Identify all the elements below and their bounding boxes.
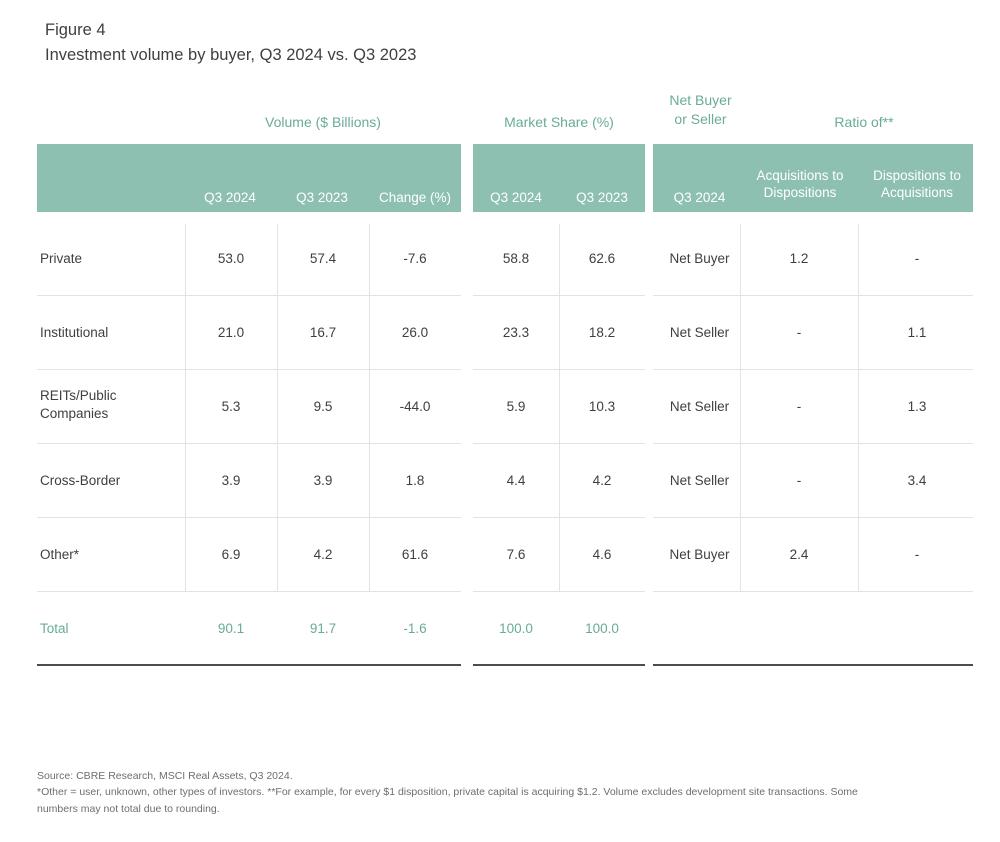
row-label-line1: REITs/Public [40,388,117,403]
group-header-net-buyer-or-seller [653,91,748,129]
table-row: 53.0 [217,251,245,266]
table-row: - [796,399,802,414]
table-row: 61.6 [401,547,429,562]
row-sep-5-mid [473,591,645,592]
table-row: Cross-Border [40,473,121,488]
figure-label: Figure 4 [45,21,106,39]
total-row: 100.0 [499,621,533,636]
table-row: 18.2 [588,325,616,340]
table-row: Net Seller [669,473,730,488]
table-row: 3.9 [313,473,333,488]
table-row: 58.8 [502,251,530,266]
table-row: Private [40,251,83,266]
row-sep-3-right [653,443,973,444]
table-row: 57.4 [309,251,337,266]
total-row: 90.1 [217,621,245,636]
table-row: 3.9 [221,473,241,488]
header-change-pct: Change (%) [378,190,452,205]
footnote-note-line2: numbers may not total due to rounding. [37,802,220,815]
row-sep-1-mid [473,295,645,296]
header-acq-to-disp-line2: Dispositions [763,184,837,200]
row-sep-2-mid [473,369,645,370]
footnote-note-line1: *Other = user, unknown, other types of investors. **For example, for every $1 disposition, private capital is acquiring $1.2. Volume excludes development site transactions. Some [37,786,858,799]
table-row: - [796,473,802,488]
group-header-ratio-of: Ratio of** [834,114,894,130]
row-sep-3-left [37,443,461,444]
row-sep-5-left [37,591,461,592]
footnotes [37,768,957,817]
table-row: Institutional [40,325,109,340]
table-row: 2.4 [789,547,809,562]
header-share-q3-2024: Q3 2024 [490,190,542,205]
table-row: 16.7 [309,325,337,340]
header-acq-to-disp [740,168,860,202]
header-vol-q3-2024: Q3 2024 [204,190,256,205]
table-row: 1.3 [907,399,927,414]
table-row: - [796,325,802,340]
table-row: 6.9 [221,547,241,562]
header-disp-to-acq-line2: Acquisitions [880,184,954,200]
table-row: 9.5 [313,399,333,414]
table-row: Net Buyer [669,251,730,266]
table-row: 5.9 [506,399,526,414]
bottom-rule-mid [473,664,645,666]
row-sep-1-left [37,295,461,296]
header-vol-q3-2023: Q3 2023 [296,190,348,205]
row-sep-3-mid [473,443,645,444]
row-sep-5-right [653,591,973,592]
table-row: 4.2 [592,473,612,488]
row-sep-2-right [653,369,973,370]
table-row: 62.6 [588,251,616,266]
group-header-market-share: Market Share (%) [504,114,614,130]
footnote-source: Source: CBRE Research, MSCI Real Assets, Q3 2024. [37,770,293,782]
total-row: 91.7 [309,621,337,636]
figure-subtitle: Investment volume by buyer, Q3 2024 vs. Q3 2023 [45,45,417,64]
table-row [40,387,180,423]
bottom-rule-left [37,664,461,666]
table-row: 21.0 [217,325,245,340]
header-share-q3-2023: Q3 2023 [576,190,628,205]
table-row: -44.0 [399,399,431,414]
table-row: 3.4 [907,473,927,488]
table-row: 4.2 [313,547,333,562]
total-row: 100.0 [585,621,619,636]
table-row: 4.6 [592,547,612,562]
header-disp-to-acq-line1: Dispositions to [873,168,961,183]
table-row: 26.0 [401,325,429,340]
header-disp-to-acq [858,168,976,202]
table-row: - [914,251,920,266]
table-row: 10.3 [588,399,616,414]
table-row: 5.3 [221,399,241,414]
row-sep-2-left [37,369,461,370]
row-sep-4-left [37,517,461,518]
table-row: 7.6 [506,547,526,562]
table-row: Net Buyer [669,547,730,562]
header-acq-to-disp-line1: Acquisitions to [756,168,844,183]
table-row: -7.6 [403,251,427,266]
table-row: Net Seller [669,325,730,340]
group-header-net-buyer-line2: or Seller [674,110,727,127]
row-sep-4-mid [473,517,645,518]
figure-title-block [45,18,416,68]
group-header-volume: Volume ($ Billions) [265,114,381,130]
row-sep-4-right [653,517,973,518]
table-row: Other* [40,547,80,562]
table-row: Net Seller [669,399,730,414]
header-net-q3-2024: Q3 2024 [673,190,726,205]
table-row: 1.1 [907,325,927,340]
table-row: 1.8 [405,473,425,488]
table-row: 1.2 [789,251,809,266]
row-sep-1-right [653,295,973,296]
table-row: 23.3 [502,325,530,340]
total-row: -1.6 [403,621,427,636]
total-row-label: Total [40,621,69,636]
group-header-net-buyer-line1: Net Buyer [669,92,732,108]
row-label-line2: Companies [40,406,109,422]
bottom-rule-right [653,664,973,666]
table-row: - [914,547,920,562]
table-row: 4.4 [506,473,526,488]
